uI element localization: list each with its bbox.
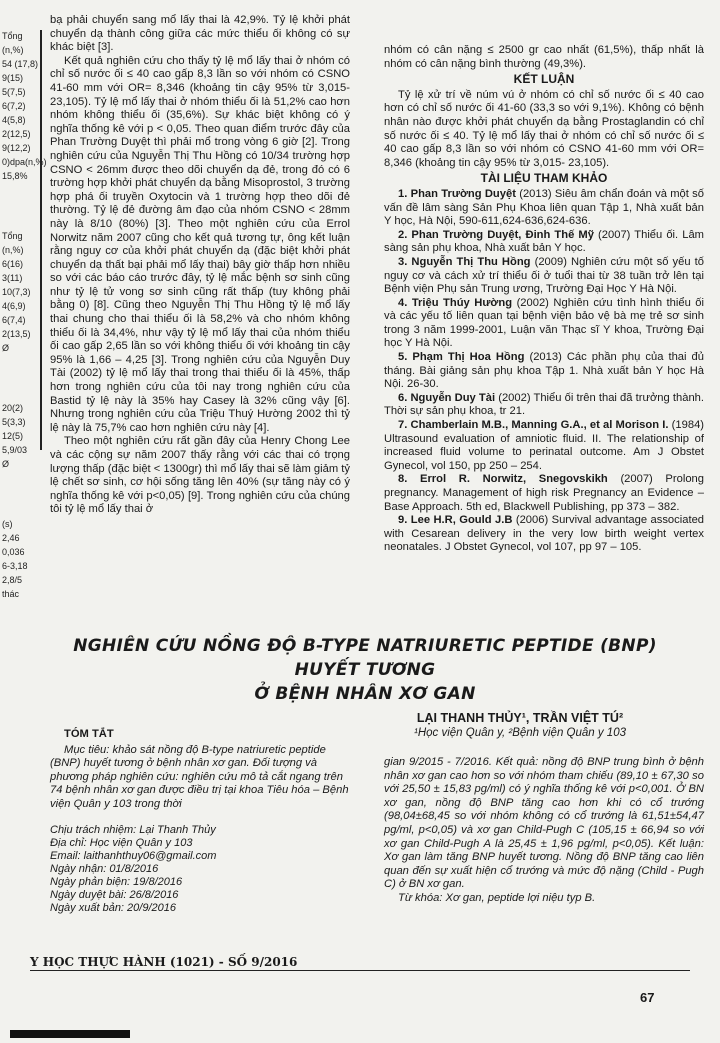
reference-author: 1. Phan Trường Duyệt (398, 187, 516, 200)
reference-author: 8. Errol R. Norwitz, Snegovskikh (398, 473, 608, 486)
meta-line: Ngày phản biện: 19/8/2016 (50, 875, 183, 888)
reference-item (384, 297, 704, 351)
paragraph: nhóm có cân nặng ≤ 2500 gr cao nhất (61,5%), thấp nhất là nhóm có cân nặng bình thường (49,3%). (384, 44, 704, 70)
margin-note: 15,8% (2, 171, 28, 181)
margin-note: 3(11) (2, 273, 23, 283)
reference-text: (2002) Nghiên cứu tình hình thiểu ối và các yếu tố liên quan tại bệnh viện bảo vệ bà mẹ trẻ sơ sinh trong 3 năm 1999-2001, Luận văn Thạc sĩ Y khoa, Trường Đại học Y Hà Nội. (384, 296, 704, 350)
margin-note: 5,9/03 (2, 445, 28, 455)
page-number: 67 (640, 990, 655, 1005)
margin-note: 0,036 (2, 547, 25, 557)
reference-author: 4. Triệu Thúy Hường (398, 296, 513, 309)
reference-text: (2002) Thiểu ối trên thai đã trưởng thành. Thời sự sản phụ khoa, tr 21. (384, 391, 704, 418)
paragraph: bạ phải chuyển sang mổ lấy thai là 42,9%. Tỷ lệ khởi phát chuyển dạ thành công giữa các mức thiểu ối không có sự khác biệt [3]. (50, 14, 350, 54)
meta-line: Ngày xuất bản: 20/9/2016 (50, 901, 176, 914)
reference-author: 2. Phan Trường Duyệt, Đinh Thế Mỹ (398, 228, 594, 241)
margin-note: Tổng (2, 31, 23, 41)
margin-note: 6(16) (2, 259, 24, 269)
article-title-line: NGHIÊN CỨU NỒNG ĐỘ B-TYPE NATRIURETIC PEPTIDE (BNP) HUYẾT TƯƠNG (73, 636, 657, 680)
paragraph: Tỷ lệ xử trí về núm vú ở nhóm có chỉ số nước ối ≤ 40 cao hơn có chỉ số nước ối 41-60 (33,3 so với 9,1%). Không có bệnh nhân nào được khởi phát chuyển dạ bằng Prostaglandin có chỉ số nước ối ≤ 40. Tỷ lệ mổ lấy thai ở nhóm có chỉ số nước ối ≤ 40 cao gấp 8,3 lần so với nhóm có CSNO 41-60 mm với OR= 8,346 (khoảng tin cậy 95% từ 3,015- 23,105). (384, 88, 704, 169)
keywords: Từ khóa: Xơ gan, peptide lợi niệu typ B. (398, 891, 596, 904)
summary-text: gian 9/2015 - 7/2016. Kết quả: nồng độ BNP trung bình ở bệnh nhân xơ gan cao hơn so với nhóm tham chiếu (89,10 ± 67,30 so với 25,50 ± 15,83 pg/ml) có ý nghĩa thống kê với p<0,001. Ở BN xơ gan, nồng độ BNP tăng cao hơn khi có cổ trướng (98,04±68,45 so với nhóm không có cổ trướng là 61,51±54,47 pg/ml, p<0,05) và xơ gan Child-Pugh C (105,15 ± 66,94 so với xơ gan Child-Pugh A là 25,45 ± 1,96 pg/ml, p<0,05). Kết luận: Xơ gan làm tăng BNP huyết tương. Nồng độ BNP tăng cao liên quan đến sự xuất hiện cổ trướng và mức độ nặng (Child - Pugh C) ở BN xơ gan. (384, 756, 704, 891)
margin-note: Ø (2, 343, 10, 353)
summary-heading: TÓM TẮT (64, 728, 114, 740)
margin-note: 6(7,4) (2, 315, 26, 325)
meta-line: Ngày duyệt bài: 26/8/2016 (50, 888, 179, 901)
reference-author: 7. Chamberlain M.B., Manning G.A., et al Morison I. (398, 419, 669, 432)
reference-item (384, 229, 704, 256)
margin-note: (n,%) (2, 245, 24, 255)
scan-edge-mark (10, 1030, 130, 1038)
meta-line: Địa chỉ: Học viện Quân y 103 (50, 836, 193, 849)
margin-note: 10(7,3) (2, 287, 31, 297)
section-heading-conclusion: KẾT LUẬN (513, 72, 575, 87)
meta-line: Chịu trách nhiệm: Lại Thanh Thủy (50, 823, 216, 836)
article-affiliation: ¹Học viện Quân y, ²Bệnh viện Quân y 103 (413, 727, 626, 739)
reference-text: (2006) Survival advantage associated with Cesarean delivery in the very low birth weight vertex neonatales. J Obstet Gynecol, vol 107, pp 97 – 105. (384, 514, 705, 554)
reference-text: (1984) Ultrasound evaluation of amniotic fluid. II. The relationship of increased fluid volume to perinatal outcome. Am J Obstet Gynecol, vol 150, pp 250 – 254. (384, 419, 705, 472)
right-column (384, 44, 704, 555)
paragraph: Theo một nghiên cứu rất gần đây của Henry Chong Lee và các cộng sự năm 2007 thấy rằng với các thai có trọng lượng thấp (đặc biệt < 1300gr) thì mổ lấy thai sẽ làm giảm tỷ lệ chết sơ sinh, cơ hội sống tăng lên 40% (sự tăng này có ý nghĩa thống kê với p<0,05) [9]. Trong nghiên cứu của chúng tôi tỷ lệ mổ lấy thai ở (50, 435, 350, 516)
margin-note: 20(2) (2, 403, 24, 413)
reference-author: 9. Lee H.R, Gould J.B (398, 514, 513, 527)
article-meta (50, 824, 350, 915)
reference-text: (2007) Thiểu ối. Lâm sàng sản phụ khoa, Nhà xuất bản Y học. (384, 228, 704, 255)
reference-item (384, 419, 704, 473)
section-heading-references: TÀI LIỆU THAM KHẢO (480, 171, 608, 186)
margin-note: thác (2, 589, 20, 599)
cropped-margin-table (0, 30, 47, 599)
margin-note: 5(7,5) (2, 87, 26, 97)
margin-note: (s) (2, 519, 13, 529)
reference-text: (2007) Prolong pregnancy. Management of high risk Pregnancy an Evidence – Base Approach. 5th ed, Blackwell Publishing, pp 373 – 382. (384, 473, 704, 513)
margin-note: 9(12,2) (2, 143, 31, 153)
article-authors: LẠI THANH THỦY¹, TRẦN VIỆT TÚ² (416, 711, 624, 725)
summary-text: Mục tiêu: khảo sát nồng độ B-type natriuretic peptide (BNP) huyết tương ở bệnh nhân xơ gan. Đối tượng và phương pháp nghiên cứu: nghiên cứu mô tả cắt ngang trên 74 bệnh nhân xơ gan được điều trị tại khoa Tiêu hóa – Bệnh viện Quân y 103 trong thời (50, 743, 349, 810)
article-title-line: Ở BỆNH NHÂN XƠ GAN (254, 684, 476, 704)
margin-note: Tổng (2, 231, 23, 241)
margin-note: 54 (17,8) (2, 59, 39, 69)
paragraph: Kết quả nghiên cứu cho thấy tỷ lệ mổ lấy thai ở nhóm có chỉ số nước ối ≤ 40 cao gấp 8,3 lần so với nhóm có CSNO 41-60 mm với OR= 8,346 (khoảng tin cậy 95% từ 3,015- 23,105). Tỷ lệ mổ lấy thai ở nhóm thiểu ối là 51,2% cao hơn nhóm không thiểu ối (35,6%). Sự khác biệt không có ý nghĩa thống kê với p < 0,05. Theo quan điểm trước đây của Phan Trường Duyệt thì phải mổ trong vòng 6 giờ [2]. Trong nghiên cứu của Nguyễn Thị Thu Hồng có 10/34 trường hợp CSNO < 26mm được theo dõi chuyển dạ đẻ, trong đó có 6 trường hợp khởi phát chuyển dạ bằng Misoprostol, 3 trường hợp phá ối truyền Oxytocin và 1 trường hợp theo dõi đẻ thường. Tỷ lệ đẻ đường âm đạo của nhóm CSNO < 28mm này là 8/10 (80%) [3]. Theo một nghiên cứu của Errol Norwitz năm 2007 cũng cho kết quả tương tự, ông kết luận rằng nguy cơ của khởi phát chuyển dạ (đặc biệt khởi phát chuyển dạ thất bại phải mổ lấy thai) bây giờ thấp hơn nhiều so với các báo cáo trước đây, tỷ lệ mắc bệnh sơ sinh cũng như tỷ lệ tử vong sơ sinh cũng rất thấp (tuy không phải bằng 0) [8]. Cũng theo Nguyễn Thị Thu Hồng tỷ lệ mổ lấy thai chung cho thai thiểu ối là 58,2% và cho nhóm không thiểu ối là 34,4%, như vậy tỷ lệ mổ lấy thai của nhóm thiểu ối cao gấp 2,65 lần so với không thiểu ối với khoảng tin cậy 95% là 1,66 – 4,25 [3]. Trong nghiên cứu của Nguyễn Duy Tài (2002) tỷ lệ mổ lấy thai trong thai thiểu ối là 45%, thấp hơn trong nghiên cứu của tôi nay trong nghiên cứu của Bastid tỷ lệ này là 35% hay Casey là 32% cũng vậy [6]. Nhưng trong nghiên cứu của Triệu Thuý Hường 2002 thì tỷ lệ này là 75,7% cao hơn nghiên cứu này [4]. (50, 54, 350, 434)
reference-item (384, 351, 704, 392)
margin-note: 0)dpa(n,%) (2, 157, 47, 167)
reference-author: 6. Nguyễn Duy Tài (398, 391, 496, 404)
margin-note: 2,46 (2, 533, 20, 543)
reference-item (384, 392, 704, 419)
margin-note: 6-3,18 (2, 561, 28, 571)
reference-item (384, 473, 704, 514)
reference-item (384, 188, 704, 229)
article-title (60, 634, 670, 706)
margin-note: 4(5,8) (2, 115, 26, 125)
margin-note: 6(7,2) (2, 101, 26, 111)
meta-line: Ngày nhận: 01/8/2016 (50, 862, 159, 875)
abstract-right (384, 756, 704, 906)
abstract-left (50, 728, 350, 915)
left-column (50, 14, 350, 517)
reference-item (384, 256, 704, 297)
journal-footer: Y HỌC THỰC HÀNH (1021) - SỐ 9/2016 (30, 955, 298, 969)
margin-note: 9(15) (2, 73, 24, 83)
margin-note: (n,%) (2, 45, 24, 55)
meta-line: Email: laithanhthuy06@gmail.com (50, 849, 217, 862)
reference-text: (2009) Nghiên cứu một số yếu tố nguy cơ và cách xử trí thiểu ối ở tuổi thai từ 38 tuần trở lên tại Bệnh viện Phụ sản Trung ương, Trường Đại Học Y Hà Nội. (384, 255, 704, 296)
margin-note: Ø (2, 459, 10, 469)
reference-item (384, 514, 704, 555)
reference-text: (2013) Siêu âm chẩn đoán và một số vấn đề lâm sàng Sản Phụ Khoa liên quan Tập 1, Nhà xuất bản Y học, Hà Nội, 590-611,624-636,624-636. (384, 187, 704, 228)
reference-author: 3. Nguyễn Thị Thu Hồng (398, 255, 531, 268)
margin-note: 12(5) (2, 431, 24, 441)
margin-note: 4(6,9) (2, 301, 26, 311)
margin-note: 5(3,3) (2, 417, 26, 427)
reference-list (384, 188, 704, 555)
margin-note: 2(12,5) (2, 129, 31, 139)
reference-text: (2013) Các phần phụ của thai đủ tháng. Bài giảng sản phụ khoa Tập 1. Nhà xuất bản Y học Hà Nội. 26-30. (384, 351, 704, 391)
margin-note: 2(13,5) (2, 329, 31, 339)
reference-author: 5. Phạm Thị Hoa Hồng (398, 351, 525, 364)
footer-divider (30, 970, 690, 971)
margin-note: 2,8/5 (2, 575, 23, 585)
